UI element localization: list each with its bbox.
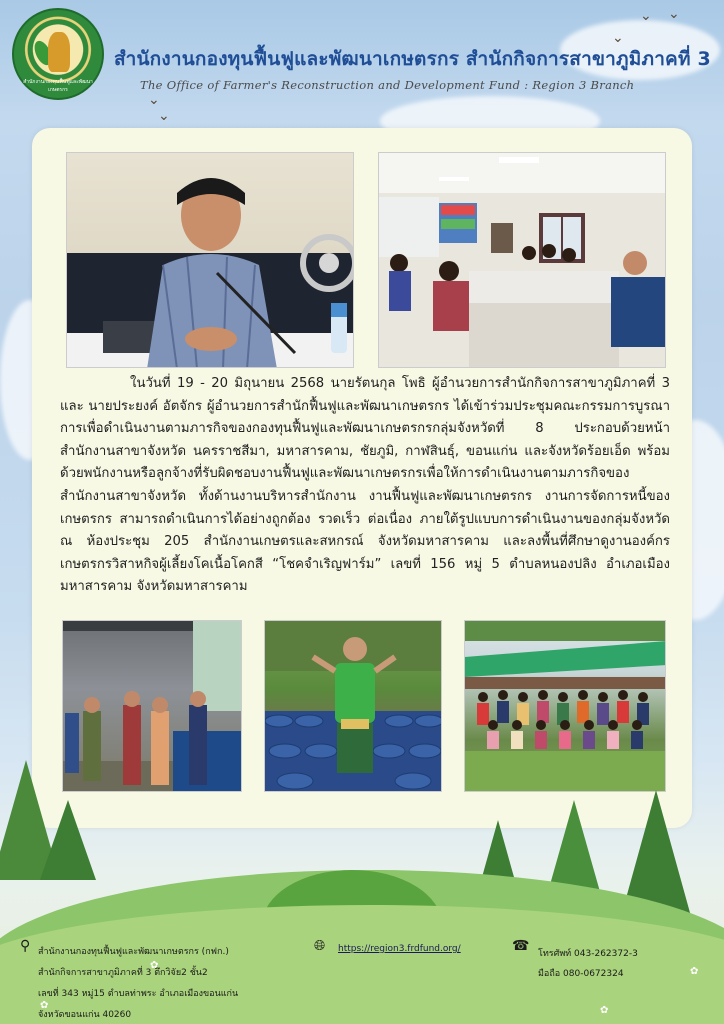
bird-icon: ⌄ — [612, 30, 624, 46]
phone-icon: ☎ — [512, 938, 530, 954]
bird-icon: ⌄ — [668, 6, 680, 22]
fund-logo — [12, 8, 104, 100]
location-pin-icon: ⚲ — [20, 938, 31, 954]
photo-farmer-barrels — [264, 620, 442, 792]
flower-icon: ✿ — [150, 960, 159, 971]
photo-group-scene — [465, 621, 666, 792]
photo-director — [66, 152, 354, 368]
tree-decoration — [40, 800, 96, 880]
logo-text: สำนักงานกองทุนฟื้นฟูและพัฒนาเกษตรกร — [23, 79, 93, 93]
photo-meeting-room — [378, 152, 666, 368]
globe-icon: 🌐︎ — [314, 938, 326, 954]
footer-phone: โทรศัพท์ 043-262372-3 — [538, 949, 638, 959]
flower-icon: ✿ — [40, 1000, 49, 1011]
bird-icon: ⌄ — [640, 8, 652, 24]
bird-icon: ⌄ — [148, 92, 160, 108]
bird-icon: ⌄ — [158, 108, 170, 124]
footer-address-line-2: สำนักกิจการสาขาภูมิภาคที่ 3 ตึกวิจัย2 ชั้น2 — [38, 968, 208, 978]
website-link[interactable]: https://region3.frdfund.org/ — [338, 944, 461, 954]
photo-warehouse-visit — [62, 620, 242, 792]
flower-icon: ✿ — [600, 1005, 609, 1016]
photo-barrels-scene — [265, 621, 442, 792]
footer-address-line-3: เลขที่ 343 หมู่15 ตำบลท่าพระ อำเภอเมืองขอนแก่น — [38, 989, 239, 999]
footer-address-line-1: สำนักงานกองทุนฟื้นฟูและพัฒนาเกษตรกร (กฟก.) — [38, 947, 229, 957]
footer-address-line-4: จังหวัดขอนแก่น 40260 — [38, 1010, 132, 1020]
photo-director-scene — [67, 153, 354, 368]
photo-meeting-scene — [379, 153, 666, 368]
header-title-en: The Office of Farmer's Reconstruction and Development Fund : Region 3 Branch — [140, 78, 635, 92]
photo-warehouse-scene — [63, 621, 242, 792]
header-title-th: สำนักงานกองทุนฟื้นฟูและพัฒนาเกษตรกร สำนักกิจการสาขาภูมิภาคที่ 3 — [114, 48, 711, 70]
farmer-figure-icon — [48, 32, 70, 72]
flower-icon: ✿ — [690, 966, 699, 977]
news-body-text: ในวันที่ 19 - 20 มิถุนายน 2568 นายรัตนกุล โพธิ ผู้อำนวยการสำนักกิจการสาขาภูมิภาคที่ 3 และ นายประยงค์ อัตจักร ผู้อำนวยการสำนักฟื้นฟูและพัฒนาเกษตรกร ได้เข้าร่วมประชุมคณะกรรมการบูรณาการเพื่อดำเนินงานตามภารกิจของกองทุนฟื้นฟูและพัฒนาเกษตรกรกลุ่มจังหวัดที่ 8 ประกอบด้วยหน้าสำนักงานสาขาจังหวัด นครราชสีมา, มหาสารคาม, ชัยภูมิ, กาฬสินธุ์, ขอนแก่น และจังหวัดร้อยเอ็ด พร้อมด้วยพนักงานหรือลูกจ้างที่รับผิดชอบงานฟื้นฟูและพัฒนาเกษตรกรเพื่อให้การดำเนินงานตามภารกิจของสำนักงานสาขาจังหวัด ทั้งด้านงานบริหารสำนักงาน งานฟื้นฟูและพัฒนาเกษตรกร งานการจัดการหนี้ของเกษตรกร สามารถดำเนินการได้อย่างถูกต้อง รวดเร็ว ต่อเนื่อง ภายใต้รูปแบบการดำเนินงานของกลุ่มจังหวัด ณ ห้องประชุม 205 สำนักงานเกษตรและสหกรณ์ จังหวัดมหาสารคาม และลงพื้นที่ศึกษาดูงานองค์กรเกษตรกรวิสาหกิจผู้เลี้ยงโคเนื้อโคกสี “โชคจำเริญฟาร์ม” เลขที่ 156 หมู่ 5 ตำบลหนองปลิง อำเภอเมืองมหาสารคาม จังหวัดมหาสารคาม — [60, 376, 670, 595]
footer-mobile: มือถือ 080-0672324 — [538, 969, 624, 979]
photo-group — [464, 620, 666, 792]
